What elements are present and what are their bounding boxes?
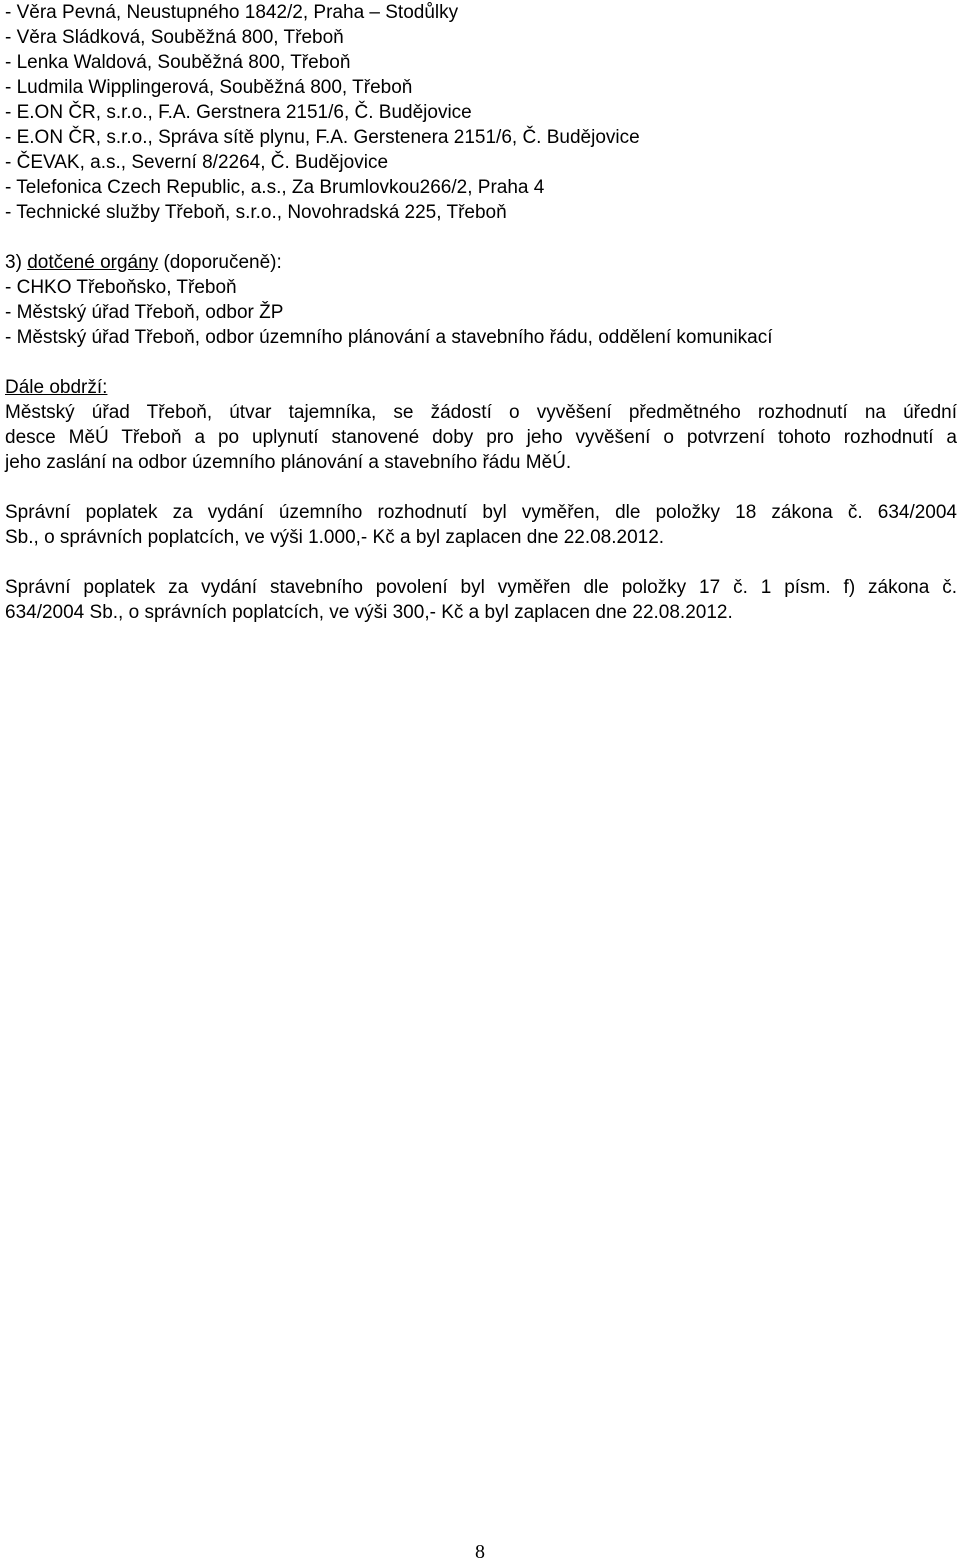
affected-organs-heading	[5, 250, 957, 275]
page-number: 8	[475, 1541, 485, 1563]
further-line: desce MěÚ Třeboň a po uplynutí stanovené doby pro jeho vyvěšení o potvrzení tohoto rozhodnutí a	[5, 427, 957, 448]
fee-line: Sb., o správních poplatcích, ve výši 1.000,- Kč a byl zaplacen dne 22.08.2012.	[5, 527, 665, 548]
further-line: jeho zaslání na odbor územního plánování a stavebního řádu MěÚ.	[5, 452, 572, 473]
organs-heading-underlined: dotčené orgány	[27, 252, 159, 273]
recipient-line: - E.ON ČR, s.r.o., F.A. Gerstnera 2151/6, Č. Budějovice	[5, 102, 472, 123]
further-recipients-section	[5, 375, 957, 475]
document-page	[5, 0, 957, 625]
recipient-line: - ČEVAK, a.s., Severní 8/2264, Č. Budějovice	[5, 152, 389, 173]
recipient-line: - Ludmila Wipplingerová, Souběžná 800, Třeboň	[5, 77, 413, 98]
recipient-list	[5, 0, 957, 225]
spacer	[5, 225, 957, 250]
spacer	[5, 350, 957, 375]
fee-paragraph-building	[5, 575, 957, 625]
recipient-line: - Věra Pevná, Neustupného 1842/2, Praha – Stodůlky	[5, 2, 459, 23]
organ-line: - Městský úřad Třeboň, odbor územního plánování a stavebního řádu, oddělení komunikací	[5, 327, 773, 348]
further-line: Městský úřad Třeboň, útvar tajemníka, se žádostí o vyvěšení předmětného rozhodnutí na úřední	[5, 402, 957, 423]
fee-line: Správní poplatek za vydání stavebního povolení byl vyměřen dle položky 17 č. 1 písm. f) zákona č.	[5, 577, 957, 598]
organs-suffix: (doporučeně):	[158, 252, 282, 273]
organ-line: - CHKO Třeboňsko, Třeboň	[5, 277, 237, 298]
affected-organs-section	[5, 250, 957, 350]
fee-line: Správní poplatek za vydání územního rozhodnutí byl vyměřen, dle položky 18 zákona č. 634/2004	[5, 502, 957, 523]
organ-line: - Městský úřad Třeboň, odbor ŽP	[5, 302, 284, 323]
organs-prefix: 3)	[5, 252, 28, 273]
recipient-line: - Lenka Waldová, Souběžná 800, Třeboň	[5, 52, 351, 73]
recipient-line: - Technické služby Třeboň, s.r.o., Novohradská 225, Třeboň	[5, 202, 507, 223]
spacer	[5, 475, 957, 500]
further-recipients-heading: Dále obdrží:	[5, 377, 108, 398]
recipient-line: - Věra Sládková, Souběžná 800, Třeboň	[5, 27, 344, 48]
fee-paragraph-zoning	[5, 500, 957, 550]
recipient-line: - E.ON ČR, s.r.o., Správa sítě plynu, F.A. Gerstenera 2151/6, Č. Budějovice	[5, 127, 640, 148]
fee-line: 634/2004 Sb., o správních poplatcích, ve výši 300,- Kč a byl zaplacen dne 22.08.2012.	[5, 602, 733, 623]
spacer	[5, 550, 957, 575]
recipient-line: - Telefonica Czech Republic, a.s., Za Brumlovkou266/2, Praha 4	[5, 177, 545, 198]
